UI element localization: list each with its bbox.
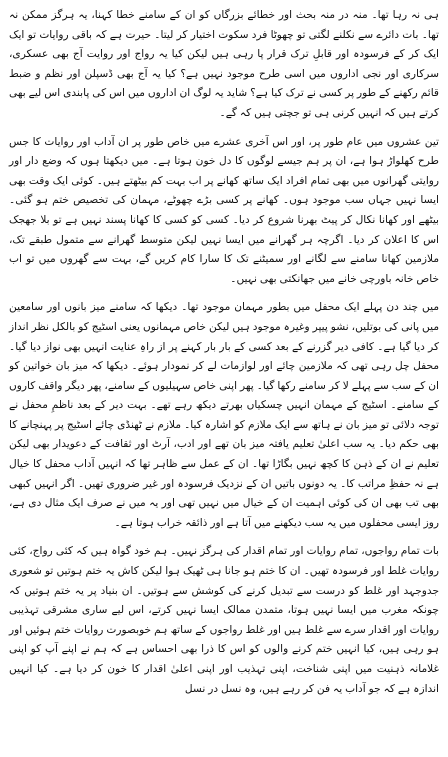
paragraph-3: میں چند دن پہلے ایک محفل میں بطور مہمان موجود تھا۔ دیکھا کہ سامنے میز بانوں اور سامعین میں پانی کی بوتلیں، نشو پیپر وغیرہ موجود ہیں لیکن خاص مہمانوں یعنی اسٹیج کو بالکل نظر انداز کر دیا گیا ہے۔ کافی دیر گزرنے کے بعد کسی کے بار بار کہنے پر از راہِ عنایت انہیں بھی نواز دیا گیا۔ محفل چل رہی تھی کہ ملازمین چائے اور لوازمات لے کر نمودار ہوئے۔ دیکھا کہ میز بان خواتین کو ان کے سب سے پہلے لا کر سامنے رکھا گیا۔ پھر اپنی خاص سہیلیوں کے سامنے، پھر دیگر واقف کاروں کے سامنے۔ اسٹیج کے مہمان انہیں چسکیاں بھرتے دیکھ رہے تھے۔ بہت دیر کے بعد ناظمِ محفل نے توجہ دلائی تو میز بان نے ہاتھ سے ایک ملازم کو اشارہ کیا۔ ملازم نے ٹھنڈی چائے اسٹیج پر پہنچانے کا بھی حکم دیا۔ یہ سب اعلیٰ تعلیم یافتہ میز بان تھے اور ادب، آرٹ اور ثقافت کے دعویدار بھی لیکن تعلیم نے ان کے ذہن کا کچھ نہیں بگاڑا تھا۔ ان کے عمل سے ظاہر تھا کہ انہیں آداب محفل کا خیال ہے نہ حفظِ مراتب کا۔ یہ دونوں باتیں ان کے نزدیک فرسودہ اور غیر ضروری تھیں۔ اگر انہیں کبھی بھی تب بھی ان کی کوئی اہمیت ان کے خیال میں نہیں تھی اور یہ میں نے صرف ایک مثال دی ہے، روز ایسی محفلوں میں یہ سب دیکھنے میں آتا ہے اور ذائقہ خراب ہوتا ہے۔: [9, 301, 439, 529]
paragraph-1: ہی نہ رہا تھا۔ منہ در منہ بحث اور خطائے بزرگاں کو ان کے سامنے خطا کہنا، یہ ہرگز ممکن نہ تھا۔ بات دائرے سے نکلنے لگتی تو چھوٹا فرد سکوت اختیار کر لیتا۔ حیرت ہے کہ باقی روایات تو ایک ایک کر کے فرسودہ اور قابلِ ترک قرار پا رہی ہیں لیکن کیا یہ رواج اور روایت آج بھی عسکری، سرکاری اور نجی اداروں میں اسی طرح موجود نہیں ہے؟ کیا یہ آج بھی ڈسپلن اور نظم و ضبط قائم رکھنے کے طور پر کسی نے ترک کیا ہے؟ شاید یہ لوگ ان اداروں میں اس کی پابندی اس لیے بھی کرتے ہیں کہ انہیں کرنی ہی تو جچتی ہیں کہ گے۔: [9, 9, 439, 119]
paragraph-2: تین عشروں میں عام طور پر، اور اس آخری عشرے میں خاص طور پر ان آداب اور روایات کا جس طرح کھلواڑ ہوا ہے، ان پر ہم جیسے لوگوں کا دل خون ہوتا ہے۔ میں دیکھتا ہوں کہ وضع دار اور روایتی گھرانوں میں بھی تمام افراد ایک ساتھ کھانے پر اب بہت کم بیٹھتے ہیں۔ کوئی ایک وقت بھی ایسا نہیں جہاں سب موجود ہوں۔ کھانے پر کسی بڑے چھوٹے، مہمان کی تخصیص ختم ہو گئی۔ بیٹھے اور کھانا نکال کر پیٹ بھرنا شروع کر دیا۔ کسی کو کسی کا کھانا پسند نہیں ہے تو بلا جھجک اس کا اعلان کر دیا۔ اگرچہ ہر گھرانے میں ایسا نہیں لیکن متوسط گھرانے سے متمول طبقے تک، ملازمین کھانا سامنے سے لگانے اور سمیٹنے تک کا سارا کام کریں گے، بہت سے گھروں میں تو اب خاص خانہ باورچی خانے میں جھانکتی بھی نہیں۔: [9, 135, 439, 285]
paragraph-4: بات تمام رواجوں، تمام روایات اور تمام اقدار کی ہرگز نہیں۔ ہم خود گواہ ہیں کہ کئی رواج، کئی روایات غلط اور فرسودہ تھیں۔ ان کا ختم ہو جانا ہی ٹھیک ہوا لیکن کاش یہ ختم ہوتیں تو شعوری جدوجہد اور غلط کو درست سے تبدیل کرنے کی کوشش سے ہوتیں۔ ان بنیاد پر یہ ختم ہوتیں کہ چونکہ مغرب میں ایسا نہیں ہوتا، متمدن ممالک ایسا نہیں کرتے، اس لیے ساری مشرقی تہذیبی روایات اور اقدار سرے سے غلط ہیں اور غلط رواجوں کے ساتھ ہم خوبصورت روایات ختم ہوئیں اور ہو رہی ہیں، کیا انہیں ختم کرنے والوں کو اس کا ذرا بھی احساس ہے کہ ہم نے اپنے آپ کو اپنی غلامانہ ذہنیت میں اپنی شناخت، اپنی تہذیب اور اپنی اعلیٰ اقدار کا خون کر دیا ہے۔ کیا انہیں اندازہ ہے کہ جو آداب یہ فن کر رہے ہیں، وہ نسل در نسل: [9, 545, 439, 695]
